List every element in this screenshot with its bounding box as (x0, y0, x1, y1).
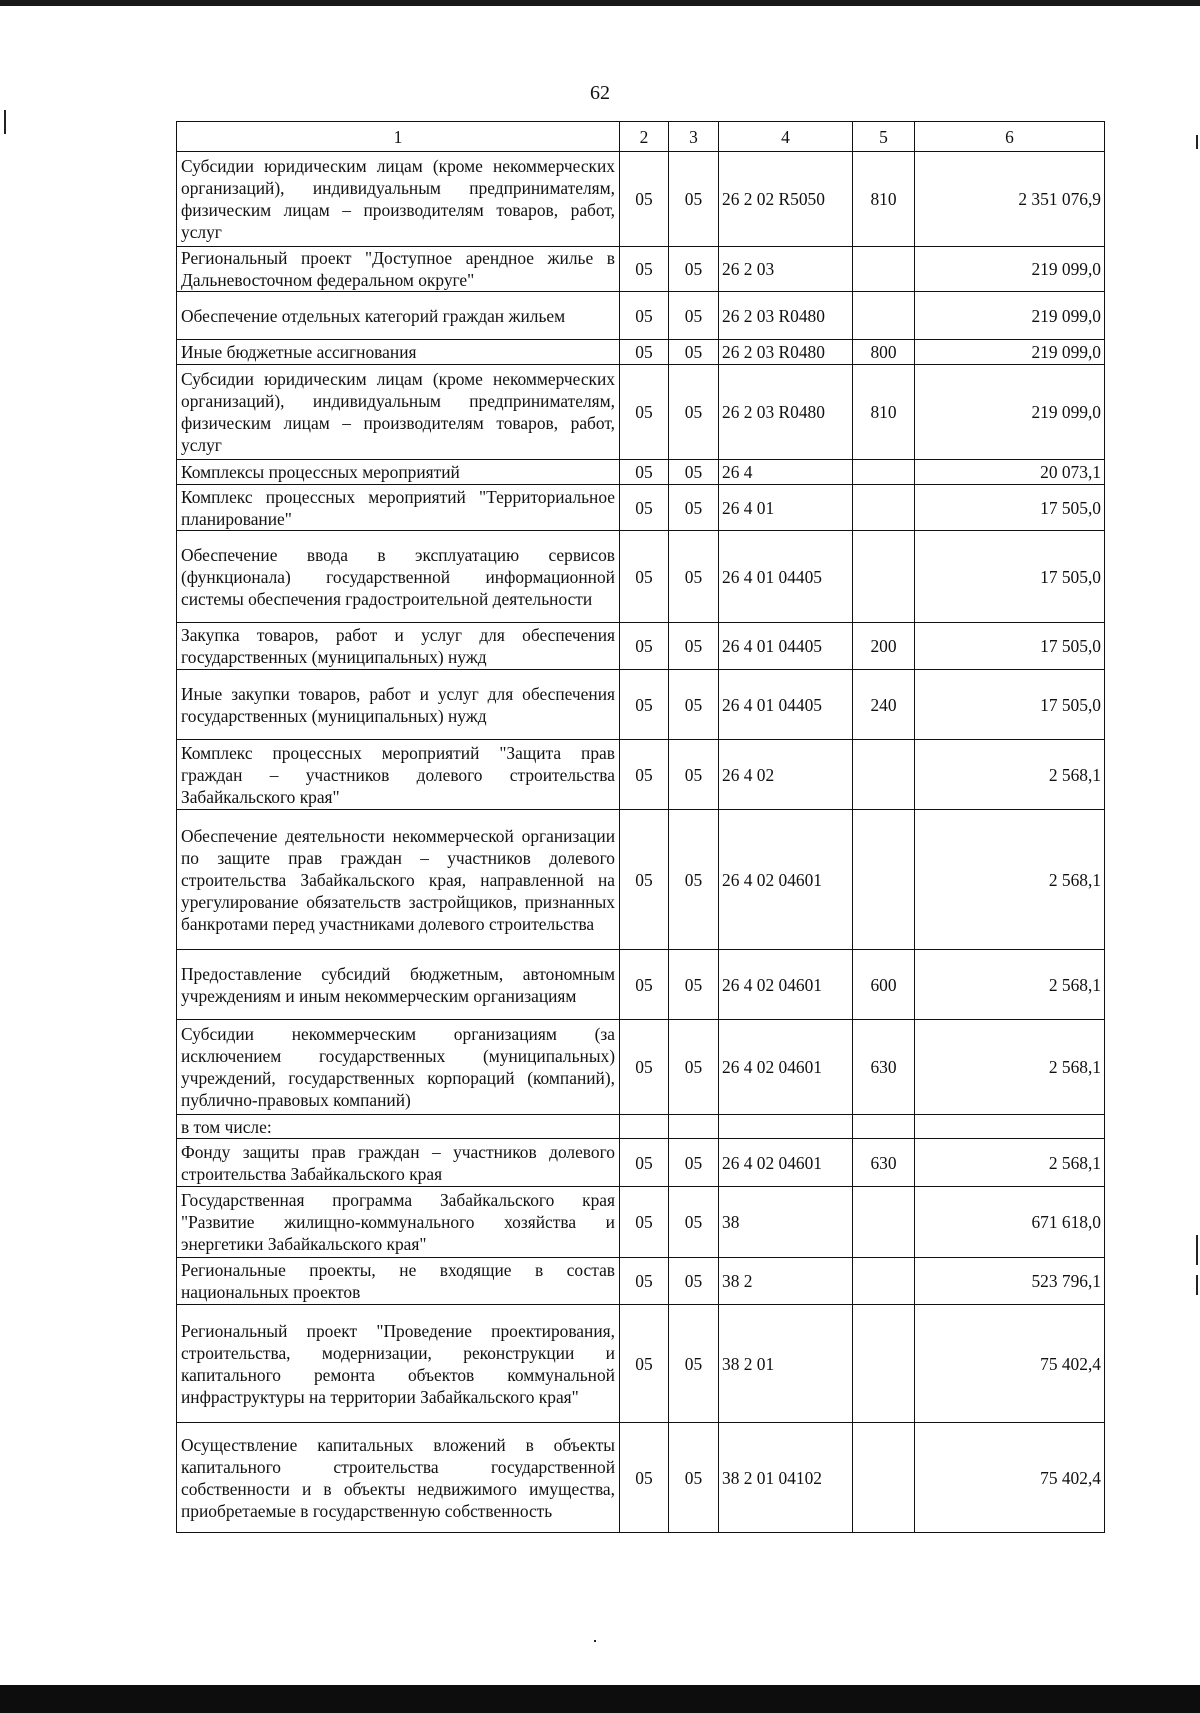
table-row (177, 460, 1105, 485)
row-name-cell: Осуществление капитальных вложений в объекты капитального строительства государственной собственности и в объекты недвижимого имущества, приобретаемые в государственную собственность (177, 1423, 620, 1533)
row-name-cell: Закупка товаров, работ и услуг для обеспечения государственных (муниципальных) нужд (177, 623, 620, 670)
row-vr-cell (853, 1115, 915, 1139)
row-vr-cell (853, 1305, 915, 1423)
table-row (177, 1187, 1105, 1258)
row-vr-cell (853, 292, 915, 340)
table-row (177, 1423, 1105, 1533)
row-name-cell: Региональный проект "Проведение проектирования, строительства, модернизации, реконструкции и капитального ремонта объектов коммунальной инфраструктуры на территории Забайкальского края" (177, 1305, 620, 1423)
row-name-cell: Иные закупки товаров, работ и услуг для обеспечения государственных (муниципальных) нужд (177, 670, 620, 740)
table-row (177, 1115, 1105, 1139)
row-csr-cell: 26 2 03 R0480 (719, 365, 853, 460)
row-vr-cell (853, 460, 915, 485)
row-sum-cell: 219 099,0 (915, 292, 1105, 340)
row-rz-cell: 05 (620, 152, 669, 247)
budget-table (176, 121, 1105, 1533)
row-csr-cell: 26 2 03 R0480 (719, 340, 853, 365)
row-pr-cell: 05 (669, 623, 719, 670)
row-pr-cell (669, 1115, 719, 1139)
row-csr-cell: 26 4 01 04405 (719, 531, 853, 623)
row-sum-cell: 219 099,0 (915, 340, 1105, 365)
row-csr-cell: 26 2 02 R5050 (719, 152, 853, 247)
row-pr-cell: 05 (669, 1258, 719, 1305)
table-row (177, 1258, 1105, 1305)
row-rz-cell: 05 (620, 810, 669, 950)
row-rz-cell (620, 1115, 669, 1139)
table-row (177, 340, 1105, 365)
row-pr-cell: 05 (669, 485, 719, 531)
scan-mark (1196, 1275, 1198, 1295)
row-pr-cell: 05 (669, 740, 719, 810)
table-row (177, 810, 1105, 950)
row-csr-cell: 38 2 01 04102 (719, 1423, 853, 1533)
row-pr-cell: 05 (669, 247, 719, 292)
row-rz-cell: 05 (620, 1423, 669, 1533)
row-csr-cell: 26 4 (719, 460, 853, 485)
row-name-cell: Субсидии некоммерческим организациям (за исключением государственных (муниципальных) учреждений, государственных корпораций (компаний), публично-правовых компаний) (177, 1020, 620, 1115)
row-name-cell: Иные бюджетные ассигнования (177, 340, 620, 365)
row-vr-cell: 600 (853, 950, 915, 1020)
row-vr-cell: 630 (853, 1020, 915, 1115)
row-csr-cell: 26 4 01 (719, 485, 853, 531)
table-row (177, 247, 1105, 292)
row-rz-cell: 05 (620, 623, 669, 670)
row-vr-cell (853, 810, 915, 950)
table-row (177, 292, 1105, 340)
row-csr-cell: 26 4 02 04601 (719, 1020, 853, 1115)
row-vr-cell: 200 (853, 623, 915, 670)
row-sum-cell: 17 505,0 (915, 670, 1105, 740)
row-sum-cell: 17 505,0 (915, 623, 1105, 670)
row-name-cell: Предоставление субсидий бюджетным, автономным учреждениям и иным некоммерческим организациям (177, 950, 620, 1020)
row-csr-cell: 26 2 03 R0480 (719, 292, 853, 340)
page-number: 62 (590, 82, 610, 104)
row-csr-cell: 38 (719, 1187, 853, 1258)
row-pr-cell: 05 (669, 1423, 719, 1533)
row-csr-cell: 26 4 01 04405 (719, 623, 853, 670)
row-rz-cell: 05 (620, 1139, 669, 1187)
column-header: 6 (915, 122, 1105, 152)
row-pr-cell: 05 (669, 365, 719, 460)
row-vr-cell: 630 (853, 1139, 915, 1187)
table-row (177, 1139, 1105, 1187)
table-row (177, 152, 1105, 247)
row-pr-cell: 05 (669, 1139, 719, 1187)
table-row (177, 1305, 1105, 1423)
row-vr-cell (853, 1258, 915, 1305)
row-pr-cell: 05 (669, 531, 719, 623)
row-csr-cell: 38 2 01 (719, 1305, 853, 1423)
row-rz-cell: 05 (620, 740, 669, 810)
row-pr-cell: 05 (669, 670, 719, 740)
row-pr-cell: 05 (669, 1305, 719, 1423)
row-sum-cell: 219 099,0 (915, 247, 1105, 292)
row-pr-cell: 05 (669, 950, 719, 1020)
row-csr-cell (719, 1115, 853, 1139)
row-rz-cell: 05 (620, 365, 669, 460)
row-name-cell: Обеспечение деятельности некоммерческой организации по защите прав граждан – участников долевого строительства Забайкальского края, направленной на урегулирование обязательств застройщиков, признанных банкротами перед участниками долевого строительства (177, 810, 620, 950)
row-name-cell: Фонду защиты прав граждан – участников долевого строительства Забайкальского края (177, 1139, 620, 1187)
row-name-cell: Региональные проекты, не входящие в состав национальных проектов (177, 1258, 620, 1305)
row-rz-cell: 05 (620, 531, 669, 623)
row-sum-cell: 2 568,1 (915, 1139, 1105, 1187)
row-name-cell: Субсидии юридическим лицам (кроме некоммерческих организаций), индивидуальным предпринимателям, физическим лицам – производителям товаров, работ, услуг (177, 152, 620, 247)
row-csr-cell: 26 4 02 (719, 740, 853, 810)
row-rz-cell: 05 (620, 950, 669, 1020)
row-sum-cell: 2 568,1 (915, 810, 1105, 950)
row-sum-cell: 2 351 076,9 (915, 152, 1105, 247)
row-csr-cell: 26 4 02 04601 (719, 1139, 853, 1187)
row-vr-cell (853, 1187, 915, 1258)
row-name-cell: Государственная программа Забайкальского края "Развитие жилищно-коммунального хозяйства и энергетики Забайкальского края" (177, 1187, 620, 1258)
row-pr-cell: 05 (669, 152, 719, 247)
row-csr-cell: 26 4 02 04601 (719, 810, 853, 950)
column-header: 4 (719, 122, 853, 152)
row-name-cell: Комплекс процессных мероприятий "Защита прав граждан – участников долевого строительства Забайкальского края" (177, 740, 620, 810)
row-csr-cell: 26 2 03 (719, 247, 853, 292)
table-row (177, 950, 1105, 1020)
row-csr-cell: 38 2 (719, 1258, 853, 1305)
scan-mark (4, 110, 6, 134)
row-sum-cell: 523 796,1 (915, 1258, 1105, 1305)
row-pr-cell: 05 (669, 1020, 719, 1115)
row-name-cell: Обеспечение ввода в эксплуатацию сервисов (функционала) государственной информационной системы обеспечения градостроительной деятельности (177, 531, 620, 623)
row-csr-cell: 26 4 01 04405 (719, 670, 853, 740)
row-name-cell: Субсидии юридическим лицам (кроме некоммерческих организаций), индивидуальным предпринимателям, физическим лицам – производителям товаров, работ, услуг (177, 365, 620, 460)
row-sum-cell: 671 618,0 (915, 1187, 1105, 1258)
row-name-cell: Обеспечение отдельных категорий граждан жильем (177, 292, 620, 340)
row-sum-cell: 17 505,0 (915, 485, 1105, 531)
table-row (177, 531, 1105, 623)
table-row (177, 485, 1105, 531)
row-vr-cell (853, 531, 915, 623)
table-header-row (177, 122, 1105, 152)
row-rz-cell: 05 (620, 292, 669, 340)
row-rz-cell: 05 (620, 1258, 669, 1305)
row-rz-cell: 05 (620, 247, 669, 292)
row-name-cell: в том числе: (177, 1115, 620, 1139)
row-rz-cell: 05 (620, 460, 669, 485)
row-vr-cell: 810 (853, 152, 915, 247)
row-sum-cell: 2 568,1 (915, 950, 1105, 1020)
column-header: 5 (853, 122, 915, 152)
row-rz-cell: 05 (620, 670, 669, 740)
row-rz-cell: 05 (620, 1305, 669, 1423)
row-pr-cell: 05 (669, 292, 719, 340)
row-sum-cell (915, 1115, 1105, 1139)
scan-mark (1196, 1235, 1198, 1265)
table-row (177, 623, 1105, 670)
row-vr-cell (853, 740, 915, 810)
row-csr-cell: 26 4 02 04601 (719, 950, 853, 1020)
row-sum-cell: 20 073,1 (915, 460, 1105, 485)
table-row (177, 670, 1105, 740)
row-rz-cell: 05 (620, 1187, 669, 1258)
row-sum-cell: 75 402,4 (915, 1423, 1105, 1533)
column-header: 3 (669, 122, 719, 152)
scan-speck (594, 1640, 596, 1642)
row-name-cell: Комплексы процессных мероприятий (177, 460, 620, 485)
row-pr-cell: 05 (669, 460, 719, 485)
row-vr-cell (853, 247, 915, 292)
scan-border-bottom (0, 1685, 1200, 1713)
row-sum-cell: 2 568,1 (915, 740, 1105, 810)
row-sum-cell: 2 568,1 (915, 1020, 1105, 1115)
row-rz-cell: 05 (620, 1020, 669, 1115)
row-rz-cell: 05 (620, 340, 669, 365)
column-header: 2 (620, 122, 669, 152)
row-vr-cell: 810 (853, 365, 915, 460)
row-vr-cell (853, 485, 915, 531)
row-sum-cell: 17 505,0 (915, 531, 1105, 623)
scan-border-top (0, 0, 1200, 6)
row-name-cell: Комплекс процессных мероприятий "Территориальное планирование" (177, 485, 620, 531)
table-row (177, 365, 1105, 460)
row-vr-cell: 240 (853, 670, 915, 740)
row-vr-cell: 800 (853, 340, 915, 365)
scan-mark (1196, 135, 1198, 149)
row-vr-cell (853, 1423, 915, 1533)
row-name-cell: Региональный проект "Доступное арендное жилье в Дальневосточном федеральном округе" (177, 247, 620, 292)
table-row (177, 1020, 1105, 1115)
row-pr-cell: 05 (669, 810, 719, 950)
row-pr-cell: 05 (669, 340, 719, 365)
row-pr-cell: 05 (669, 1187, 719, 1258)
table-row (177, 740, 1105, 810)
column-header: 1 (177, 122, 620, 152)
row-sum-cell: 75 402,4 (915, 1305, 1105, 1423)
row-rz-cell: 05 (620, 485, 669, 531)
row-sum-cell: 219 099,0 (915, 365, 1105, 460)
